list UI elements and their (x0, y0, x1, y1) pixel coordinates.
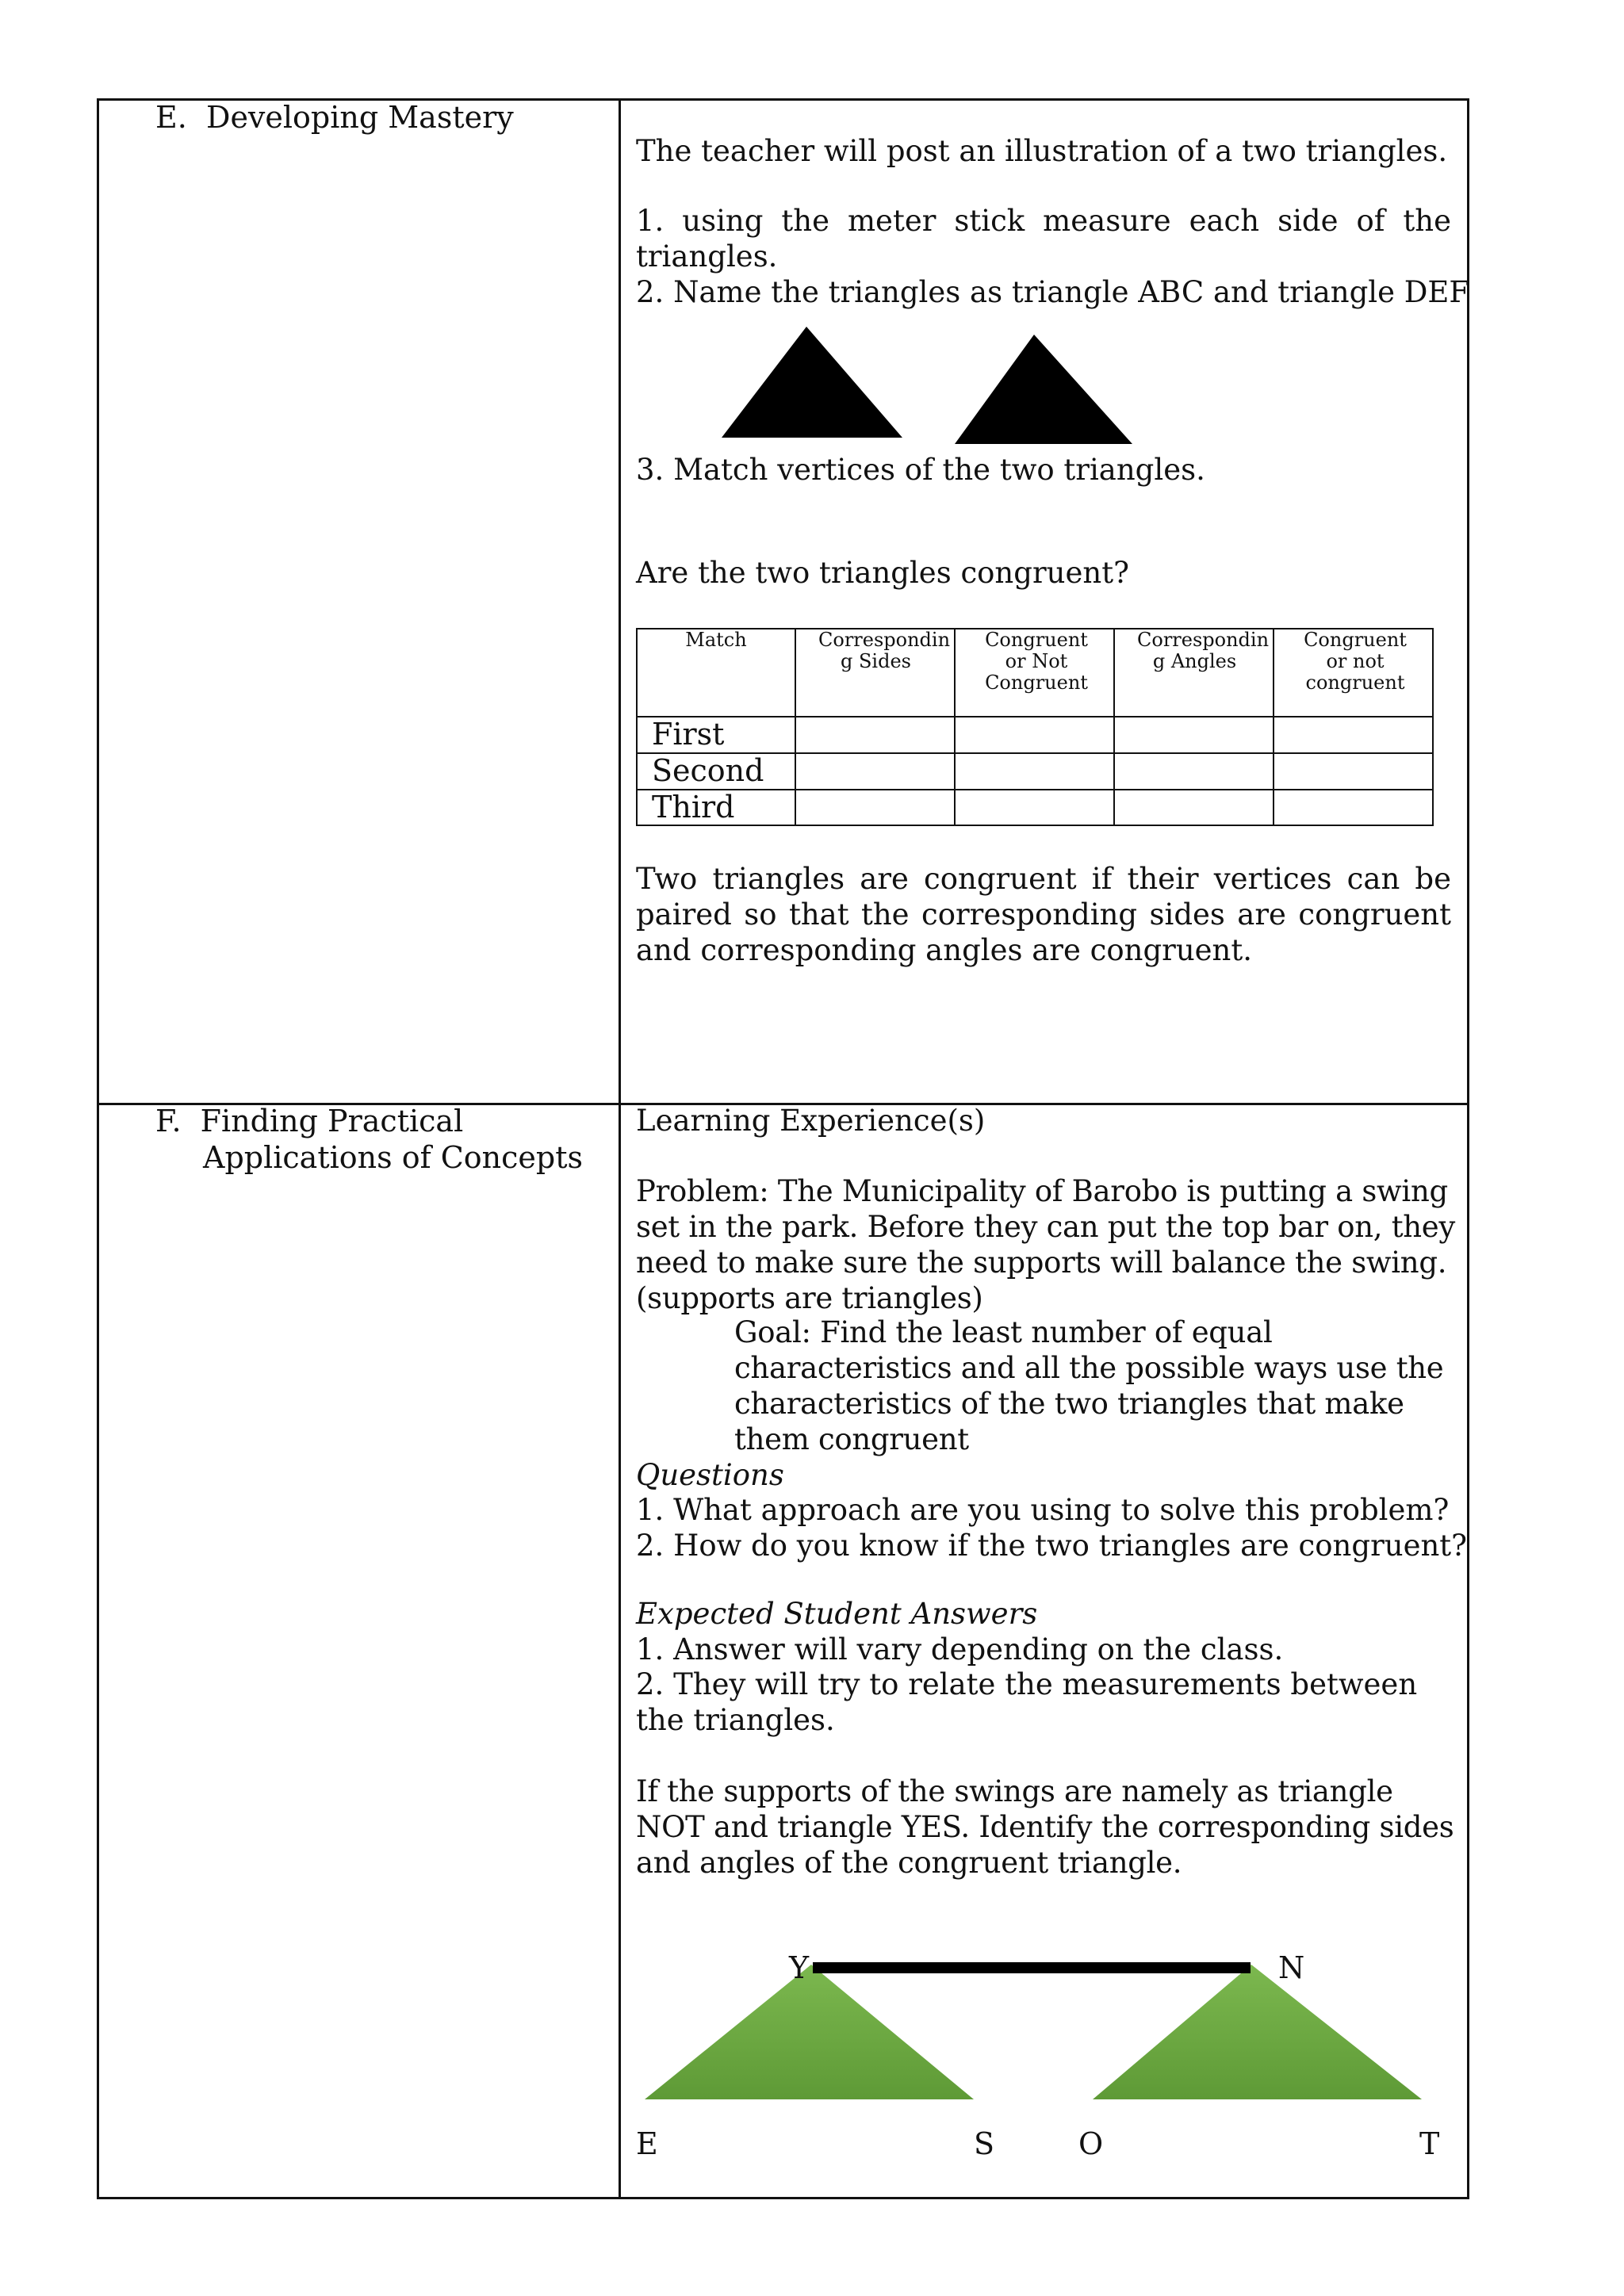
question-2: 2. How do you know if the two triangles are congruent? (636, 1529, 1468, 1563)
section-f-label-line1: F. Finding Practical (155, 1104, 464, 1138)
problem-text: Problem: The Municipality of Barobo is putting a swing set in the park. Before they can put the top bar on, they need to make sure the supports will balance the swing. (supports are triangles) (636, 1174, 1456, 1315)
section-e-label: E. Developing Mastery (155, 100, 514, 135)
questions-heading: Questions (636, 1458, 784, 1492)
goal-text: Goal: Find the least number of equal characteristics and all the possible ways use the characteristics of the two triangles that make them congruent (734, 1315, 1444, 1456)
congruence-definition: Two triangles are congruent if their vertices can be paired so that the corresponding sides are congruent and corresponding angles are congruent. (636, 862, 1451, 967)
match-table (636, 628, 1434, 826)
table-left-border (97, 98, 99, 2199)
header-congruent-sides: Congruent or Not Congruent (985, 629, 1088, 694)
header-corresponding-angles: Correspondin g Angles (1137, 629, 1270, 672)
triangle-not (1093, 1965, 1422, 2099)
header-match: Match (685, 629, 747, 651)
row-second: Second (652, 753, 764, 788)
vertex-t: T (1419, 2126, 1440, 2161)
header-congruent-angles: Congruent or not congruent (1304, 629, 1407, 694)
learning-experience-heading: Learning Experience(s) (636, 1104, 986, 1138)
table-bottom-border (97, 2197, 1469, 2199)
vertex-e: E (636, 2126, 658, 2161)
vertex-y: Y (789, 1950, 810, 1985)
vertex-s: S (974, 2126, 995, 2161)
triangle-def (955, 335, 1132, 444)
answers-heading: Expected Student Answers (636, 1597, 1038, 1631)
triangle-abc (722, 327, 902, 438)
answer-2: 2. They will try to relate the measurements between the triangles. (636, 1667, 1418, 1737)
swing-set-figure (634, 1934, 1427, 2109)
section-e-question: Are the two triangles congruent? (636, 556, 1129, 590)
black-triangles-figure (714, 317, 1158, 452)
vertex-o: O (1078, 2126, 1104, 2161)
swing-top-bar (813, 1962, 1251, 1973)
vertex-n: N (1278, 1950, 1305, 1985)
row-first: First (652, 717, 725, 752)
section-e-step3: 3. Match vertices of the two triangles. (636, 453, 1205, 487)
answer-1: 1. Answer will vary depending on the class. (636, 1632, 1284, 1667)
section-e-step2: 2. Name the triangles as triangle ABC and triangle DEF (636, 275, 1470, 309)
row-third: Third (652, 790, 735, 825)
section-f-label-line2: Applications of Concepts (203, 1140, 584, 1175)
section-e-intro: The teacher will post an illustration of a two triangles. (636, 134, 1448, 168)
section-e-step1: 1. using the meter stick measure each side of the triangles. (636, 204, 1451, 274)
triangle-yes (645, 1965, 974, 2099)
question-1: 1. What approach are you using to solve this problem? (636, 1493, 1450, 1527)
column-divider (619, 98, 621, 2199)
swing-instruction: If the supports of the swings are namely as triangle NOT and triangle YES. Identify the corresponding sides and angles of the congruent triangle. (636, 1774, 1454, 1880)
header-corresponding-sides: Correspondin g Sides (818, 629, 951, 672)
table-right-border (1467, 98, 1469, 2199)
